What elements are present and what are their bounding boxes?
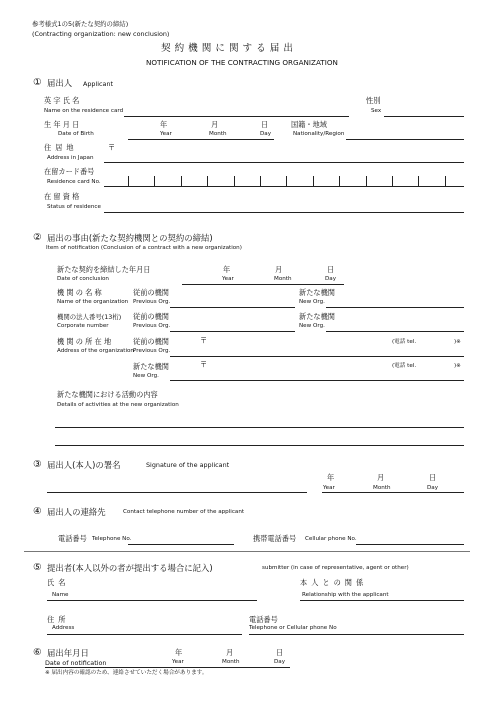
submitter-name-label: 氏名 [47, 578, 70, 587]
org-name-new-field[interactable] [326, 307, 464, 308]
section-3-number: ③ [33, 459, 42, 470]
org-name-label-en: Name of the organization [57, 299, 129, 305]
sex-field[interactable] [384, 116, 464, 117]
submitter-telephone-label-en: Telephone or Cellular phone No [249, 625, 337, 631]
org-name-prev-label: 従前の機関 [133, 288, 169, 297]
card-number-box-divider [366, 176, 367, 187]
dob-label-en: Date of Birth [58, 131, 94, 137]
org-address-prev-tel-close: )※ [454, 339, 461, 345]
card-number-box-divider [154, 176, 155, 187]
notification-month-label: 月 [226, 648, 234, 657]
card-number-box-divider [234, 176, 235, 187]
form-reference: 参考様式1の5(新たな契約の締結) [32, 20, 129, 28]
conclusion-month-label: 月 [275, 265, 283, 274]
status-field[interactable] [104, 212, 464, 213]
org-address-prev-field[interactable] [170, 356, 464, 357]
cellphone-label-en: Cellular phone No. [305, 536, 357, 542]
section-4-number: ④ [33, 506, 42, 517]
submitter-address-label: 住所 [47, 615, 70, 624]
card-number-box-divider [260, 176, 261, 187]
signature-month-label: 月 [377, 473, 385, 482]
postal-mark: 〒 [108, 143, 116, 152]
relationship-field[interactable] [300, 600, 464, 601]
conclusion-date-label: 新たな契約を締結した年月日 [57, 265, 151, 274]
section-6-title: 届出年月日 [47, 648, 89, 658]
dob-day-label: 日 [261, 120, 269, 129]
section-3-title-en: Signature of the applicant [146, 461, 230, 469]
org-address-new-field[interactable] [170, 380, 464, 381]
submitter-telephone-field[interactable] [249, 634, 464, 635]
status-label: 在留資格 [44, 192, 82, 201]
nationality-field[interactable] [346, 139, 464, 140]
conclusion-year-label: 年 [223, 265, 231, 274]
conclusion-date-field[interactable] [182, 284, 344, 285]
card-number-box-divider [418, 176, 419, 187]
address-label-en: Address in Japan [47, 155, 94, 161]
section-2-subtitle-en: Item of notification (Conclusion of a contract with a new organization) [46, 245, 242, 251]
cellphone-label: 携帯電話番号 [253, 534, 297, 543]
sex-label: 性別 [366, 96, 381, 105]
dob-year-label-en: Year [160, 131, 172, 137]
address-label: 住居地 [44, 143, 78, 152]
card-number-box-divider [286, 176, 287, 187]
footnote: ※ 届出内容の確認のため、連絡させていただく場合があります。 [45, 670, 208, 676]
section-6-title-en: Date of notification [45, 659, 107, 667]
org-address-new-label-en: New Org. [133, 373, 159, 379]
page-title: 契約機関に関する届出 [161, 43, 297, 54]
activities-label: 新たな機関における活動の内容 [57, 390, 158, 399]
notification-year-label: 年 [175, 648, 183, 657]
notification-date-field[interactable] [45, 667, 290, 668]
signature-day-label-en: Day [427, 485, 439, 491]
corp-number-prev-field[interactable] [170, 331, 295, 332]
form-reference-en: (Contracting organization: new conclusion) [32, 30, 170, 38]
dob-field[interactable] [128, 139, 274, 140]
page-title-en: NOTIFICATION OF THE CONTRACTING ORGANIZATION [146, 58, 338, 67]
section-4-title: 届出人の連絡先 [47, 507, 106, 517]
name-field[interactable] [124, 116, 349, 117]
org-name-prev-label-en: Previous Org. [133, 299, 171, 305]
signature-year-label-en: Year [323, 485, 335, 491]
corp-number-new-label: 新たな機関 [299, 312, 335, 321]
org-name-prev-field[interactable] [170, 307, 295, 308]
card-number-box-divider [445, 176, 446, 187]
signature-field[interactable] [47, 492, 307, 493]
name-label: 英字氏名 [44, 96, 82, 105]
card-number-label-en: Residence card No. [47, 179, 101, 185]
telephone-label: 電話番号 [58, 534, 87, 543]
dob-day-label-en: Day [260, 131, 272, 137]
org-address-prev-postal-mark: 〒 [200, 336, 208, 345]
org-name-label: 機関の名称 [57, 288, 104, 297]
address-field[interactable] [104, 162, 464, 163]
name-label-en: Name on the residence card [44, 108, 124, 114]
submitter-telephone-label: 電話番号 [249, 615, 278, 624]
org-address-label: 機関の所在地 [57, 337, 114, 346]
corp-number-new-field[interactable] [326, 331, 464, 332]
section-5-number: ⑤ [33, 562, 42, 573]
section-6-number: ⑥ [33, 647, 42, 658]
section-divider [24, 551, 470, 552]
notification-year-label-en: Year [172, 659, 184, 665]
submitter-name-field[interactable] [47, 600, 257, 601]
conclusion-month-label-en: Month [274, 276, 292, 282]
conclusion-day-label: 日 [327, 265, 335, 274]
dob-month-label-en: Month [209, 131, 227, 137]
dob-label: 生年月日 [44, 120, 82, 129]
org-name-new-label-en: New Org. [299, 299, 325, 305]
telephone-field[interactable] [128, 544, 234, 545]
card-number-box-divider [392, 176, 393, 187]
org-address-prev-tel-label: (電話 tel. [392, 339, 417, 345]
org-address-prev-label: 従前の機関 [133, 337, 169, 346]
org-address-prev-label-en: Previous Org. [133, 348, 171, 354]
relationship-label-en: Relationship with the applicant [302, 592, 389, 598]
telephone-label-en: Telephone No. [92, 536, 132, 542]
corp-number-label: 機関の法人番号(13桁) [57, 313, 122, 321]
org-address-label-en: Address of the organization [57, 348, 134, 354]
section-1-number: ① [33, 77, 42, 88]
card-number-box-divider [128, 176, 129, 187]
section-1-title-en: Applicant [83, 80, 114, 88]
org-name-new-label: 新たな機関 [299, 288, 335, 297]
activities-field-line-2[interactable] [55, 445, 464, 446]
section-4-title-en: Contact telephone number of the applicant [123, 509, 245, 515]
conclusion-day-label-en: Day [325, 276, 337, 282]
relationship-label: 本人との関係 [300, 578, 368, 587]
corp-number-new-label-en: New Org. [299, 323, 325, 329]
org-address-new-tel-label: (電話 tel. [392, 363, 417, 369]
dob-year-label: 年 [160, 120, 168, 129]
corp-number-label-en: Corporate number [57, 323, 109, 329]
activities-field-line-1[interactable] [55, 427, 464, 428]
status-label-en: Status of residence [47, 204, 101, 210]
submitter-name-label-en: Name [52, 592, 69, 598]
org-address-new-postal-mark: 〒 [200, 360, 208, 369]
org-address-new-label: 新たな機関 [133, 362, 169, 371]
notification-day-label: 日 [276, 648, 284, 657]
signature-month-label-en: Month [373, 485, 391, 491]
card-number-box-divider [181, 176, 182, 187]
section-2-title: 届出の事由(新たな契約機関との契約の締結) [47, 233, 213, 243]
submitter-address-field[interactable] [47, 634, 242, 635]
conclusion-date-label-en: Date of conclusion [57, 276, 109, 282]
org-address-new-tel-close: )※ [454, 363, 461, 369]
corp-number-prev-label-en: Previous Org. [133, 323, 171, 329]
conclusion-year-label-en: Year [222, 276, 234, 282]
activities-label-en: Details of activities at the new organization [57, 402, 179, 408]
nationality-label-en: Nationality/Region [293, 131, 345, 137]
sex-label-en: Sex [371, 108, 382, 114]
corp-number-prev-label: 従前の機関 [133, 312, 169, 321]
dob-month-label: 月 [211, 120, 219, 129]
card-number-label: 在留カード番号 [44, 167, 95, 176]
section-2-number: ② [33, 232, 42, 243]
card-number-field[interactable] [104, 186, 464, 187]
section-5-title-en: submitter (in case of representative, agent or other) [262, 565, 409, 571]
card-number-box-divider [313, 176, 314, 187]
section-3-title: 届出人(本人)の署名 [47, 460, 121, 470]
submitter-address-label-en: Address [52, 625, 75, 631]
card-number-box-divider [339, 176, 340, 187]
section-1-title: 届出人 [47, 78, 73, 88]
card-number-box-divider [207, 176, 208, 187]
notification-month-label-en: Month [222, 659, 240, 665]
nationality-label: 国籍・地域 [291, 120, 327, 129]
signature-day-label: 日 [429, 473, 437, 482]
signature-date-field[interactable] [322, 492, 464, 493]
cellphone-field[interactable] [356, 544, 464, 545]
section-5-title: 提出者(本人以外の者が提出する場合に記入) [47, 563, 213, 573]
notification-day-label-en: Day [274, 659, 286, 665]
signature-year-label: 年 [327, 473, 335, 482]
